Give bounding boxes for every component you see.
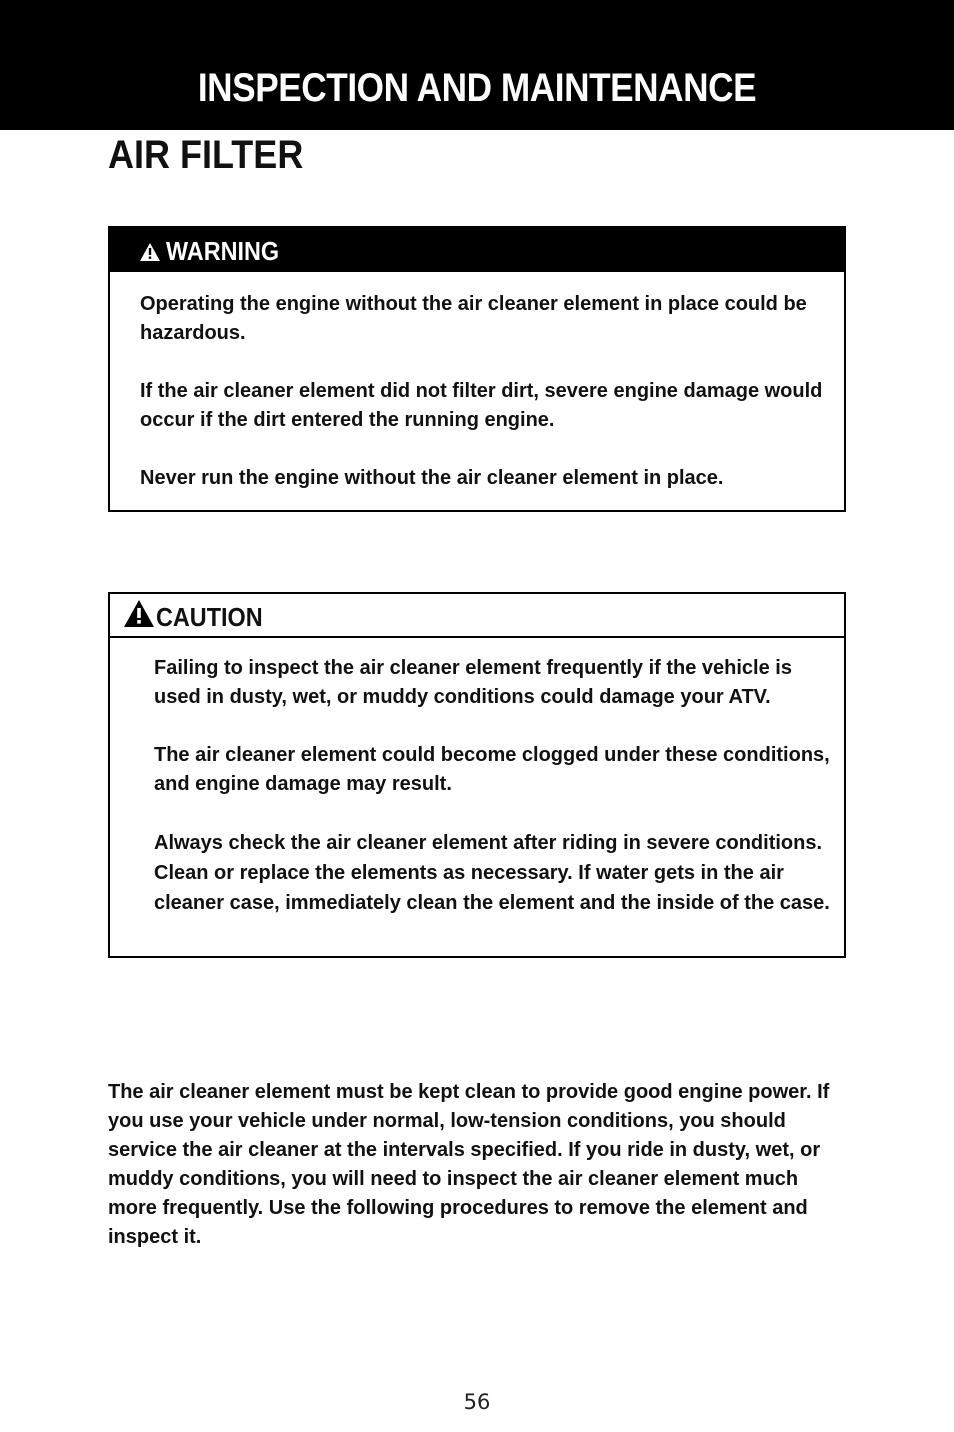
caution-header (110, 594, 844, 638)
warning-body (140, 290, 830, 493)
caution-paragraph: The air cleaner element could become clogged under these conditions, and engine damage may result. (154, 744, 830, 795)
warning-header (110, 228, 844, 272)
section-title: AIR FILTER (108, 133, 304, 177)
page-number: 56 (463, 1390, 491, 1414)
warning-label: WARNING (166, 236, 280, 266)
header-band (0, 0, 954, 130)
warning-box (108, 226, 846, 512)
caution-label: CAUTION (156, 602, 263, 632)
caution-paragraph: Always check the air cleaner element after riding in severe conditions. Clean or replace the elements as necessary. If water gets in the air cleaner case, immediately clean the element and the inside of the case. (154, 832, 830, 914)
caution-body (154, 654, 844, 918)
warning-paragraph: Operating the engine without the air cleaner element in place could be hazardous. (140, 293, 807, 344)
body-paragraph: The air cleaner element must be kept clean to provide good engine power. If you use your vehicle under normal, low-tension conditions, you should service the air cleaner at the intervals specified. If you ride in dusty, wet, or muddy conditions, you will need to inspect the air cleaner element much more frequently. Use the following procedures to remove the element and inspect it. (108, 1081, 830, 1248)
caution-box (108, 592, 846, 958)
caution-paragraph: Failing to inspect the air cleaner element frequently if the vehicle is used in dusty, wet, or muddy conditions could damage your ATV. (154, 657, 792, 708)
warning-paragraph: If the air cleaner element did not filter dirt, severe engine damage would occur if the dirt entered the running engine. (140, 380, 823, 431)
caution-triangle-icon (124, 600, 154, 632)
warning-paragraph: Never run the engine without the air cleaner element in place. (140, 467, 724, 489)
warning-triangle-icon (140, 243, 160, 266)
page-header-title: INSPECTION AND MAINTENANCE (197, 66, 757, 110)
